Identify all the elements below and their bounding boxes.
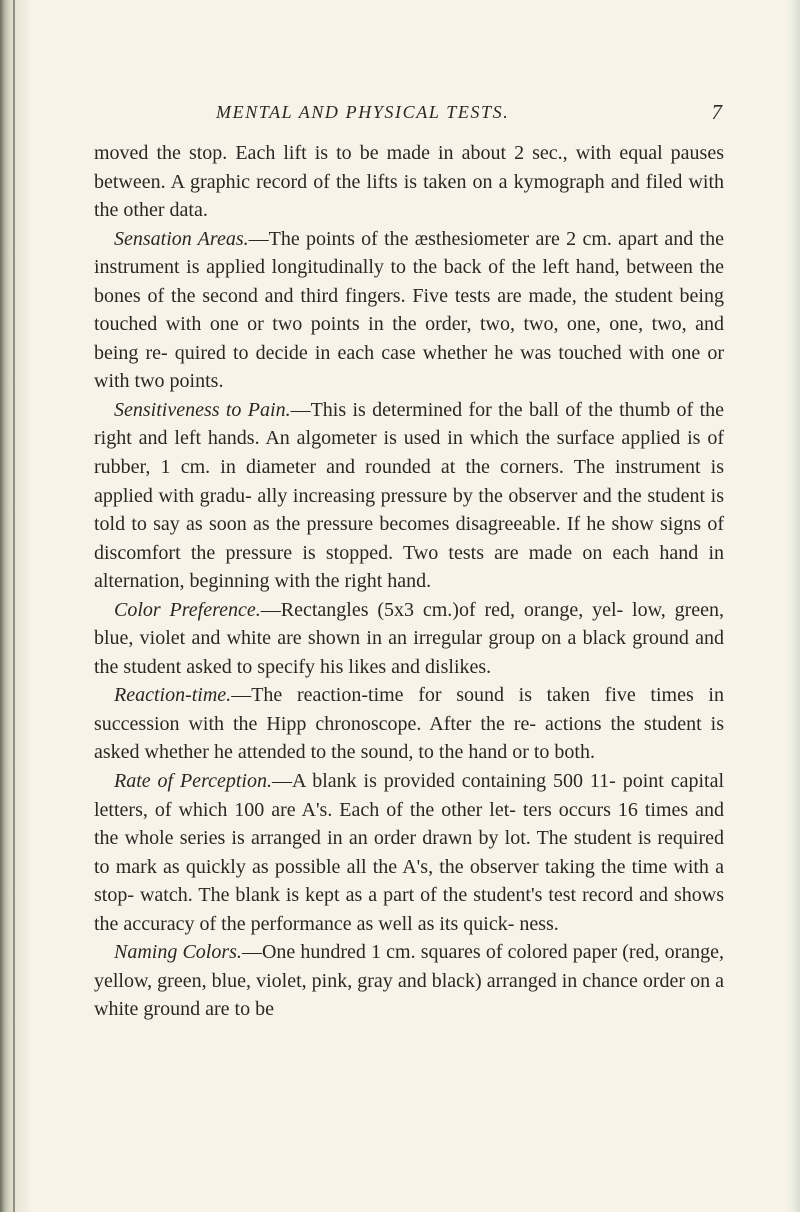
- binding-edge: [13, 0, 15, 1212]
- paragraph-reaction-time: [94, 681, 724, 767]
- section-heading: Reaction-time.: [114, 684, 232, 707]
- paragraph-continuation: [94, 139, 724, 225]
- page-edge: [786, 0, 800, 1212]
- paragraph-naming-colors: [94, 938, 724, 1024]
- section-heading: Sensation Areas.: [114, 227, 249, 250]
- paragraph-text: —Rectangles (5x3 cm.)of red, orange, yel- low, green, blue, violet and white are shown in an irregular group on a black ground and the student asked to specify his likes and dislikes.: [94, 598, 724, 678]
- paragraph-sensitiveness-to-pain: [94, 396, 724, 596]
- paragraph-text: —The points of the æsthesiometer are 2 cm. apart and the instrument is applied longitudinally to the back of the left hand, between the bones of the second and third fingers. Five tests are made, the student being touched with one or two points in the order, two, two, one, one, two, and being re- quired to decide in each case whether he was touched with one or with two points.: [94, 227, 724, 393]
- body-text: [94, 139, 724, 1024]
- paragraph-rate-of-perception: [94, 767, 724, 938]
- section-heading: Rate of Perception.: [114, 770, 272, 793]
- section-heading: Sensitiveness to Pain.: [114, 398, 291, 421]
- section-heading: Color Preference.: [114, 598, 261, 621]
- paragraph-sensation-areas: [94, 225, 724, 396]
- section-heading: Naming Colors.: [114, 941, 242, 964]
- paragraph-text: —This is determined for the ball of the thumb of the right and left hands. An algometer is used in which the surface applied is of rubber, 1 cm. in diameter and rounded at the corners. The instrument is applied with gradu- ally increasing pressure by the observer and the student is told to say as soon as the pressure becomes disagreeable. If he show signs of discomfort the pressure is stopped. Two tests are made on each hand in alternation, beginning with the right hand.: [94, 398, 725, 593]
- page-number: 7: [711, 100, 722, 124]
- paragraph-text: moved the stop. Each lift is to be made in about 2 sec., with equal pauses between. A graphic record of the lifts is taken on a kymograph and filed with the other data.: [94, 142, 724, 222]
- paragraph-color-preference: [94, 596, 724, 682]
- paragraph-text: —A blank is provided containing 500 11- point capital letters, of which 100 are A's. Each of the other let- ters occurs 16 times and the whole series is arranged in an order drawn by lot. The student is required to mark as quickly as possible all the A's, the observer taking the time with a stop- watch. The blank is kept as a part of the student's test record and shows the accuracy of the performance as well as its quick- ness.: [94, 770, 724, 935]
- page-header: [94, 98, 724, 128]
- running-head: MENTAL AND PHYSICAL TESTS.: [216, 102, 510, 122]
- paragraph-text: —The reaction-time for sound is taken five times in succession with the Hipp chronoscope. After the re- actions the student is asked whether he attended to the sound, to the hand or to both.: [94, 684, 724, 764]
- paragraph-text: —One hundred 1 cm. squares of colored paper (red, orange, yellow, green, blue, violet, pink, gray and black) arranged in chance order on a white ground are to be: [94, 941, 724, 1021]
- book-gutter: [0, 0, 30, 1212]
